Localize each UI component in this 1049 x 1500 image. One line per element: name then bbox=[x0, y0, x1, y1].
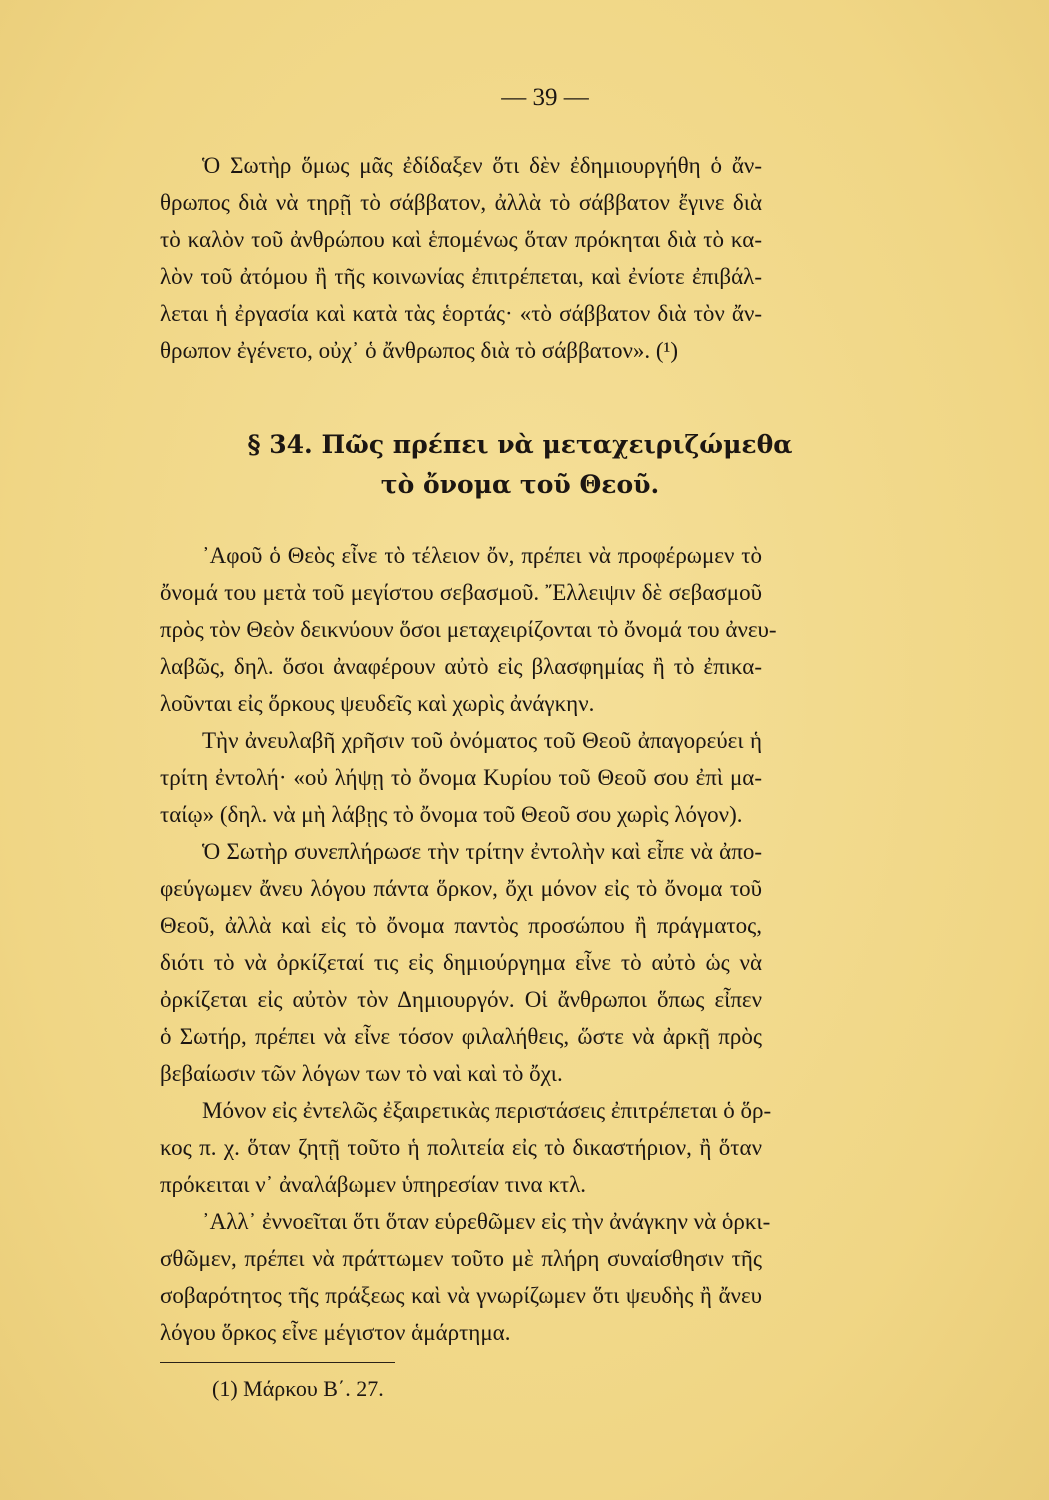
paragraph-line: ᾿Αλλ᾿ ἐννοεῖται ὅτι ὅταν εὑρεθῶμεν εἰς τὴν ἀνάγκην νὰ ὁρκι- bbox=[202, 1209, 771, 1234]
paragraph bbox=[160, 833, 762, 1092]
paragraph-line: ᾿Αφοῦ ὁ Θεὸς εἶνε τὸ τέλειον ὄν, πρέπει νὰ προφέρωμεν τὸ bbox=[202, 543, 762, 568]
paragraph-line: Τὴν ἀνευλαβῆ χρῆσιν τοῦ ὀνόματος τοῦ Θεοῦ ἀπαγορεύει ἡ bbox=[202, 728, 762, 753]
paragraph bbox=[160, 1092, 772, 1203]
paragraph-line: πρόκειται ν᾿ ἀναλάβωμεν ὑπηρεσίαν τινα κτλ. bbox=[160, 1172, 587, 1197]
paragraph-1-line: λεται ἡ ἐργασία καὶ κατὰ τὰς ἑορτάς· «τὸ σάββατον διὰ τὸν ἄν- bbox=[160, 301, 762, 326]
paragraph-1-line: θρωπον ἐγένετο, οὐχ᾿ ὁ ἄνθρωπος διὰ τὸ σάββατον». (¹) bbox=[160, 338, 679, 363]
paragraph-1-line: λὸν τοῦ ἀτόμου ἢ τῆς κοινωνίας ἐπιτρέπεται, καὶ ἐνίοτε ἐπιβάλ- bbox=[160, 264, 762, 289]
paragraph-line: ὀρκίζεται εἰς αὐτὸν τὸν Δημιουργόν. Οἱ ἄνθρωποι ὅπως εἶπεν bbox=[160, 987, 762, 1012]
paragraph-line: ὁ Σωτήρ, πρέπει νὰ εἶνε τόσον φιλαλήθεις, ὥστε νὰ ἀρκῇ πρὸς bbox=[160, 1024, 762, 1049]
paragraph-line: ὄνομά του μετὰ τοῦ μεγίστου σεβασμοῦ. Ἔλλειψιν δὲ σεβασμοῦ bbox=[160, 580, 762, 605]
footnote: (1) Μάρκου Β΄. 27. bbox=[212, 1376, 384, 1401]
paragraph-line: φεύγωμεν ἄνευ λόγου πάντα ὅρκον, ὄχι μόνον εἰς τὸ ὄνομα τοῦ bbox=[160, 876, 762, 901]
footnote-divider bbox=[160, 1362, 395, 1363]
page-number: — 39 — bbox=[501, 84, 589, 111]
section-heading-line-2: τὸ ὄνομα τοῦ Θεοῦ. bbox=[380, 470, 660, 499]
paragraph-line: λαβῶς, δηλ. ὅσοι ἀναφέρουν αὐτὸ εἰς βλασφημίας ἢ τὸ ἐπικα- bbox=[160, 654, 762, 679]
paragraph-sabbath bbox=[160, 147, 762, 369]
section-heading bbox=[160, 425, 880, 505]
paragraph-line: σθῶμεν, πρέπει νὰ πράττωμεν τοῦτο μὲ πλήρη συναίσθησιν τῆς bbox=[160, 1246, 762, 1271]
section-heading-line-1: § 34. Πῶς πρέπει νὰ μεταχειριζώμεθα bbox=[247, 430, 793, 459]
paragraph-line: λοῦνται εἰς ὅρκους ψευδεῖς καὶ χωρὶς ἀνάγκην. bbox=[160, 691, 595, 716]
paragraph-line: τρίτη ἐντολή· «οὐ λήψῃ τὸ ὄνομα Κυρίου τοῦ Θεοῦ σου ἐπὶ μα- bbox=[160, 765, 762, 790]
paragraph-line: πρὸς τὸν Θεὸν δεικνύουν ὅσοι μεταχειρίζονται τὸ ὄνομά του ἀνευ- bbox=[160, 617, 777, 642]
paragraph-line: λόγου ὅρκος εἶνε μέγιστον ἁμάρτημα. bbox=[160, 1320, 511, 1345]
paragraph-line: διότι τὸ νὰ ὀρκίζεταί τις εἰς δημιούργημα εἶνε τὸ αὐτὸ ὡς νὰ bbox=[160, 950, 762, 975]
paragraph-line: κος π. χ. ὅταν ζητῇ τοῦτο ἡ πολιτεία εἰς τὸ δικαστήριον, ἢ ὅταν bbox=[160, 1135, 762, 1160]
section-body bbox=[160, 537, 777, 1351]
paragraph-line: Θεοῦ, ἀλλὰ καὶ εἰς τὸ ὄνομα παντὸς προσώπου ἢ πράγματος, bbox=[160, 913, 762, 938]
paragraph bbox=[160, 537, 777, 722]
paragraph bbox=[160, 1203, 771, 1351]
paragraph-line: Ὁ Σωτὴρ συνεπλήρωσε τὴν τρίτην ἐντολὴν καὶ εἶπε νὰ ἀπο- bbox=[202, 839, 762, 864]
paragraph-1-line: Ὁ Σωτὴρ ὅμως μᾶς ἐδίδαξεν ὅτι δὲν ἐδημιουργήθη ὁ ἄν- bbox=[202, 153, 762, 178]
paragraph bbox=[160, 722, 762, 833]
paragraph-1-line: θρωπος διὰ νὰ τηρῇ τὸ σάββατον, ἀλλὰ τὸ σάββατον ἔγινε διὰ bbox=[160, 190, 762, 215]
paragraph-line: Μόνον εἰς ἐντελῶς ἐξαιρετικὰς περιστάσεις ἐπιτρέπεται ὁ ὅρ- bbox=[202, 1098, 772, 1123]
paragraph-line: βεβαίωσιν τῶν λόγων των τὸ ναὶ καὶ τὸ ὄχι. bbox=[160, 1061, 563, 1086]
paragraph-line: σοβαρότητος τῆς πράξεως καὶ νὰ γνωρίζωμεν ὅτι ψευδὴς ἢ ἄνευ bbox=[160, 1283, 762, 1308]
paragraph-1-line: τὸ καλὸν τοῦ ἀνθρώπου καὶ ἑπομένως ὅταν πρόκηται διὰ τὸ κα- bbox=[160, 227, 762, 252]
paragraph-line: ταίῳ» (δηλ. νὰ μὴ λάβῃς τὸ ὄνομα τοῦ Θεοῦ σου χωρὶς λόγον). bbox=[160, 802, 743, 827]
